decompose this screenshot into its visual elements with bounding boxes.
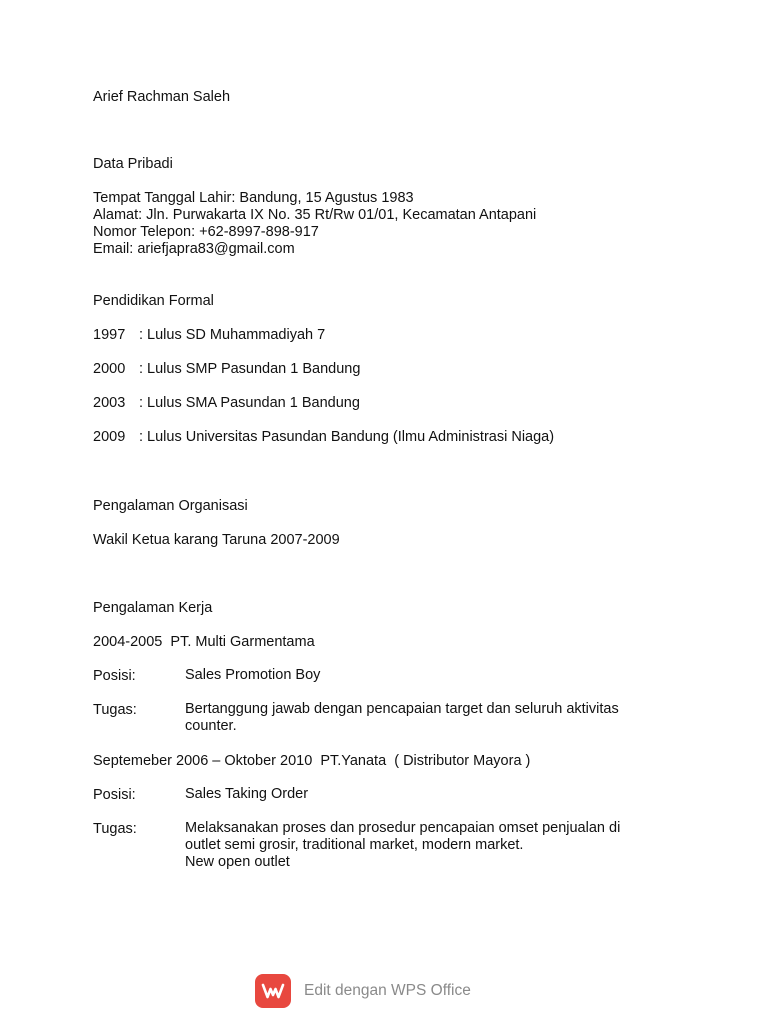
personal-email: Email: ariefjapra83@gmail.com bbox=[93, 241, 295, 257]
education-text: : Lulus SMP Pasundan 1 Bandung bbox=[139, 361, 361, 377]
job-title: Septemeber 2006 – Oktober 2010 PT.Yanata ( Distributor Mayora ) bbox=[93, 753, 531, 769]
education-item bbox=[93, 394, 360, 412]
wps-office-logo-icon bbox=[255, 974, 291, 1008]
personal-address: Alamat: Jln. Purwakarta IX No. 35 Rt/Rw 01/01, Kecamatan Antapani bbox=[93, 207, 537, 223]
resume-name: Arief Rachman Saleh bbox=[93, 89, 231, 105]
education-year: 2009 bbox=[93, 429, 126, 445]
personal-phone: Nomor Telepon: +62-8997-898-917 bbox=[93, 224, 319, 240]
education-heading: Pendidikan Formal bbox=[93, 293, 214, 309]
duty-value bbox=[185, 701, 660, 735]
duty-label: Tugas: bbox=[93, 702, 137, 718]
duty-line: New open outlet bbox=[185, 854, 290, 870]
education-item bbox=[93, 360, 360, 378]
wps-footer-link[interactable] bbox=[255, 973, 471, 1009]
education-item bbox=[93, 326, 325, 344]
organization-item: Wakil Ketua karang Taruna 2007-2009 bbox=[93, 532, 340, 548]
job-title: 2004-2005 PT. Multi Garmentama bbox=[93, 634, 315, 650]
work-heading: Pengalaman Kerja bbox=[93, 600, 213, 616]
education-year: 2000 bbox=[93, 361, 126, 377]
education-year: 2003 bbox=[93, 395, 126, 411]
position-label: Posisi: bbox=[93, 787, 136, 803]
duty-value bbox=[185, 820, 660, 871]
duty-line: Bertanggung jawab dengan pencapaian target dan seluruh aktivitas bbox=[185, 701, 619, 717]
personal-birth: Tempat Tanggal Lahir: Bandung, 15 Agustus 1983 bbox=[93, 190, 414, 206]
position-value: Sales Promotion Boy bbox=[185, 667, 321, 683]
organization-heading: Pengalaman Organisasi bbox=[93, 498, 248, 514]
duty-line: Melaksanakan proses dan prosedur pencapaian omset penjualan di bbox=[185, 820, 621, 836]
wps-footer-text: Edit dengan WPS Office bbox=[304, 982, 471, 999]
duty-line: counter. bbox=[185, 718, 237, 734]
position-value: Sales Taking Order bbox=[185, 786, 309, 802]
education-text: : Lulus Universitas Pasundan Bandung (Ilmu Administrasi Niaga) bbox=[139, 429, 555, 445]
education-text: : Lulus SD Muhammadiyah 7 bbox=[139, 327, 326, 343]
education-text: : Lulus SMA Pasundan 1 Bandung bbox=[139, 395, 360, 411]
duty-label: Tugas: bbox=[93, 821, 137, 837]
personal-heading: Data Pribadi bbox=[93, 156, 173, 172]
position-label: Posisi: bbox=[93, 668, 136, 684]
education-year: 1997 bbox=[93, 327, 126, 343]
duty-line: outlet semi grosir, traditional market, modern market. bbox=[185, 837, 524, 853]
education-item bbox=[93, 428, 554, 446]
